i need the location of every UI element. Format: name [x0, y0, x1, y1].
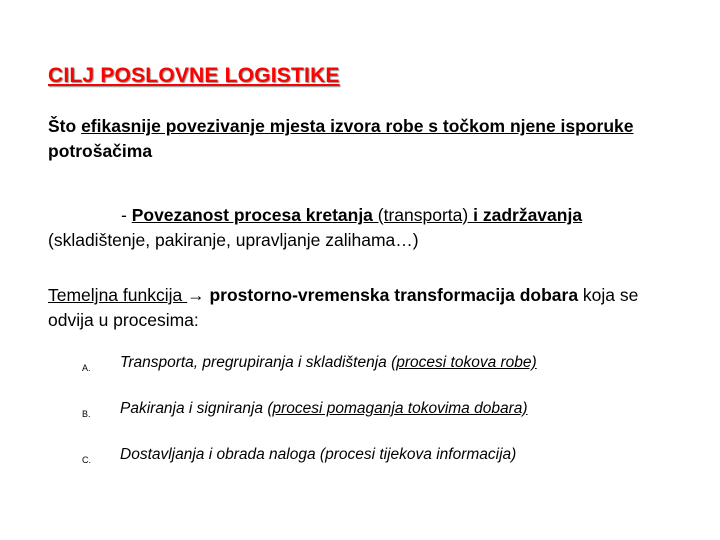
connection-retention: i zadržavanja: [473, 205, 583, 225]
list-marker: C.: [82, 455, 91, 465]
definition-underlined: efikasnije povezivanje mjesta izvora robe s točkom njene isporuke: [81, 116, 634, 136]
list-item-text: [120, 352, 537, 374]
process-list: [82, 352, 702, 490]
list-item-paren: (procesi tijekova informacija): [319, 446, 517, 463]
connection-details: (skladištenje, pakiranje, upravljanje zalihama…): [48, 230, 419, 250]
connection-movement: Povezanost procesa kretanja: [131, 205, 373, 225]
list-item: [82, 398, 702, 444]
list-item-main: Pakiranja i signiranja: [120, 400, 268, 417]
list-item-paren: (procesi tokova robe): [391, 354, 537, 371]
list-item-text: [120, 398, 528, 420]
list-marker: B.: [82, 409, 91, 419]
list-item: [82, 352, 702, 398]
function-definition: prostorno-vremenska transformacija dobara: [204, 285, 579, 305]
list-item: [82, 444, 702, 490]
connection-paragraph: [48, 203, 688, 253]
list-marker: A.: [82, 363, 91, 373]
list-item-main: Dostavljanja i obrada naloga: [120, 446, 320, 463]
arrow-right-icon: →: [187, 285, 205, 305]
list-item-text: [120, 444, 516, 466]
connection-transport: (transporta): [372, 205, 474, 225]
function-tail: koja se odvija u procesima:: [48, 285, 639, 330]
slide-title: CILJ POSLOVNE LOGISTIKE: [48, 64, 340, 87]
definition-lead: Što: [48, 116, 82, 136]
list-item-paren: (procesi pomaganja tokovima dobara): [267, 400, 528, 417]
definition-paragraph: [48, 114, 688, 164]
list-item-main: Transporta, pregrupiranja i skladištenja: [120, 354, 392, 371]
connection-dash: -: [121, 205, 132, 225]
definition-end: potrošačima: [48, 141, 153, 161]
function-label: Temeljna funkcija: [48, 285, 188, 305]
function-paragraph: [48, 283, 688, 333]
